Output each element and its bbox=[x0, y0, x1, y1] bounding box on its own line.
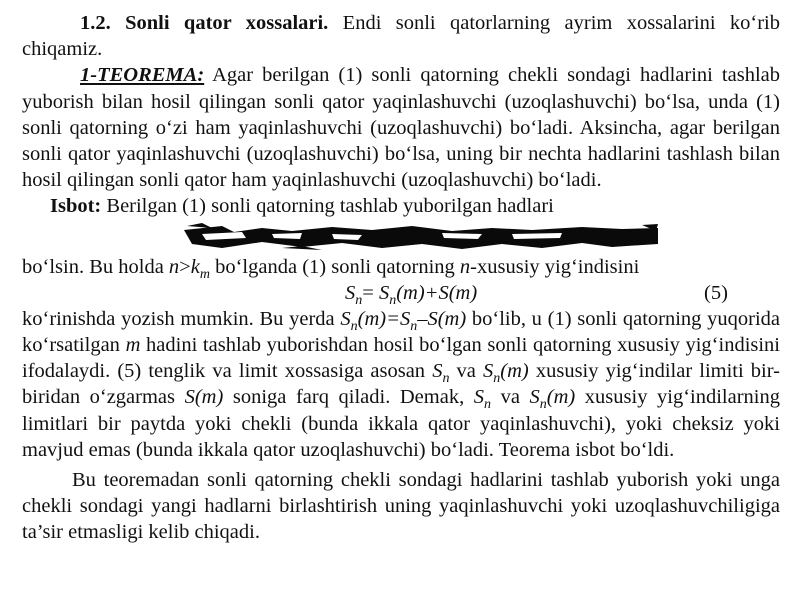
math-var: (m) bbox=[546, 386, 576, 409]
math-subscript: n bbox=[350, 318, 358, 334]
math-subscript: n bbox=[484, 397, 492, 413]
proof-paragraph-2 bbox=[22, 254, 780, 280]
proof-label: Isbot: bbox=[50, 195, 102, 218]
text-run: xususiy yig‘indilar limiti bir-biridan o‘zgarmas bbox=[22, 360, 780, 409]
math-symbol: – bbox=[417, 307, 428, 330]
math-var: S bbox=[378, 281, 390, 304]
section-paragraph bbox=[22, 10, 780, 62]
text-run: hadini tashlab yuborishdan hosil bo‘lgan sonli qatorning xususiy yig‘indisini ifodalaydi. (5) tenglik va limit xossasiga asosan bbox=[22, 334, 781, 383]
document-page bbox=[22, 10, 780, 546]
math-var: (m) bbox=[448, 281, 478, 304]
math-var: n bbox=[168, 255, 180, 278]
obscured-formula-image bbox=[22, 220, 780, 254]
theorem-label: 1-TEOREMA: bbox=[80, 64, 205, 87]
text-run: bo‘lsin. Bu holda bbox=[22, 255, 169, 278]
math-var: S bbox=[427, 307, 438, 330]
math-subscript: n bbox=[389, 292, 397, 308]
math-subscript: n bbox=[410, 318, 418, 334]
proof-paragraph-3 bbox=[22, 306, 780, 463]
text-run: ko‘rinishda yozish mumkin. Bu yerda bbox=[22, 307, 341, 330]
conclusion-paragraph: Bu teoremadan sonli qatorning chekli sondagi hadlarini tashlab yuborish yoki unga chekli sondagi yangi hadlarni birlashtirish uning yaqinlashuvchi yoki uzoqlashuvchiligiga ta’sir etmasligi kelib chiqadi. bbox=[22, 469, 780, 544]
math-subscript: n bbox=[442, 371, 450, 387]
obscured-formula-graphic bbox=[182, 222, 660, 252]
text-run: xususiy yig‘indilarning limitlari bir paytda yoki chekli (bunda ikkala qator yaqinlashuvchi), yoki cheksiz yoki mavjud emas (bunda ikkala qator uzoqlashuvchi) bo‘ladi. Teorema isbot bo‘ldi. bbox=[22, 386, 780, 461]
math-var: S bbox=[432, 360, 443, 383]
math-var: (m) bbox=[437, 307, 467, 330]
math-symbol: = bbox=[362, 281, 379, 304]
math-var: m bbox=[125, 334, 141, 357]
section-intro: Endi sonli qatorlarning ayrim xossalarini ko‘rib chiqamiz. bbox=[22, 12, 780, 61]
text-run: soniga farq qiladi. Demak, bbox=[223, 386, 474, 409]
math-var: S bbox=[483, 360, 494, 383]
formula-expression bbox=[345, 280, 477, 306]
math-var: n bbox=[459, 255, 471, 278]
math-var: k bbox=[190, 255, 200, 278]
math-var: S bbox=[345, 281, 356, 304]
math-subscript: m bbox=[199, 266, 210, 282]
text-run: va bbox=[491, 386, 530, 409]
math-var: (m) bbox=[194, 386, 224, 409]
math-var: S bbox=[529, 386, 540, 409]
math-var: S bbox=[340, 307, 351, 330]
text-run: -xususiy yig‘indisini bbox=[470, 255, 640, 278]
math-var: S bbox=[184, 386, 195, 409]
math-subscript: n bbox=[539, 397, 547, 413]
theorem-text: Agar berilgan (1) sonli qatorning chekli sondagi hadlarini tashlab yuborish bilan hosil qilingan sonli qator yaqinlashuvchi (uzoqlashuvchi) bo‘lsa, unda (1) sonli qatorning o‘zi ham yaqinlashuvchi (uzoqlashuvchi) bo‘ladi. Aksincha, agar berilgan sonli qator yaqinlashuvchi (uzoqlashuvchi) bo‘lsa, uning bir nechta hadlarini tashlash bilan hosil qilingan sonli qator ham yaqinlashuvchi (uzoqlashuvchi) bo‘ladi. bbox=[22, 64, 780, 192]
math-var: S bbox=[438, 281, 449, 304]
text-run: bo‘lib, u (1) sonli qatorning yuqorida ko‘rsatilgan bbox=[22, 307, 780, 357]
math-subscript: n bbox=[355, 292, 363, 308]
math-symbol: > bbox=[179, 255, 191, 278]
proof-start-text: Berilgan (1) sonli qatorning tashlab yuborilgan hadlari bbox=[101, 195, 554, 218]
math-var: (m)= bbox=[357, 307, 400, 330]
math-subscript: n bbox=[493, 371, 501, 387]
proof-start bbox=[22, 193, 780, 219]
math-var: S bbox=[473, 386, 485, 409]
text-run: va bbox=[449, 360, 484, 383]
formula-number: (5) bbox=[704, 281, 728, 304]
math-var: (m)+ bbox=[396, 281, 439, 304]
section-title: 1.2. Sonli qator xossalari. bbox=[80, 12, 329, 34]
math-var: S bbox=[399, 307, 411, 330]
formula-5 bbox=[22, 280, 780, 306]
theorem-paragraph bbox=[22, 62, 780, 193]
text-run: bo‘lganda (1) sonli qatorning bbox=[209, 255, 460, 278]
math-var: (m) bbox=[500, 360, 529, 383]
